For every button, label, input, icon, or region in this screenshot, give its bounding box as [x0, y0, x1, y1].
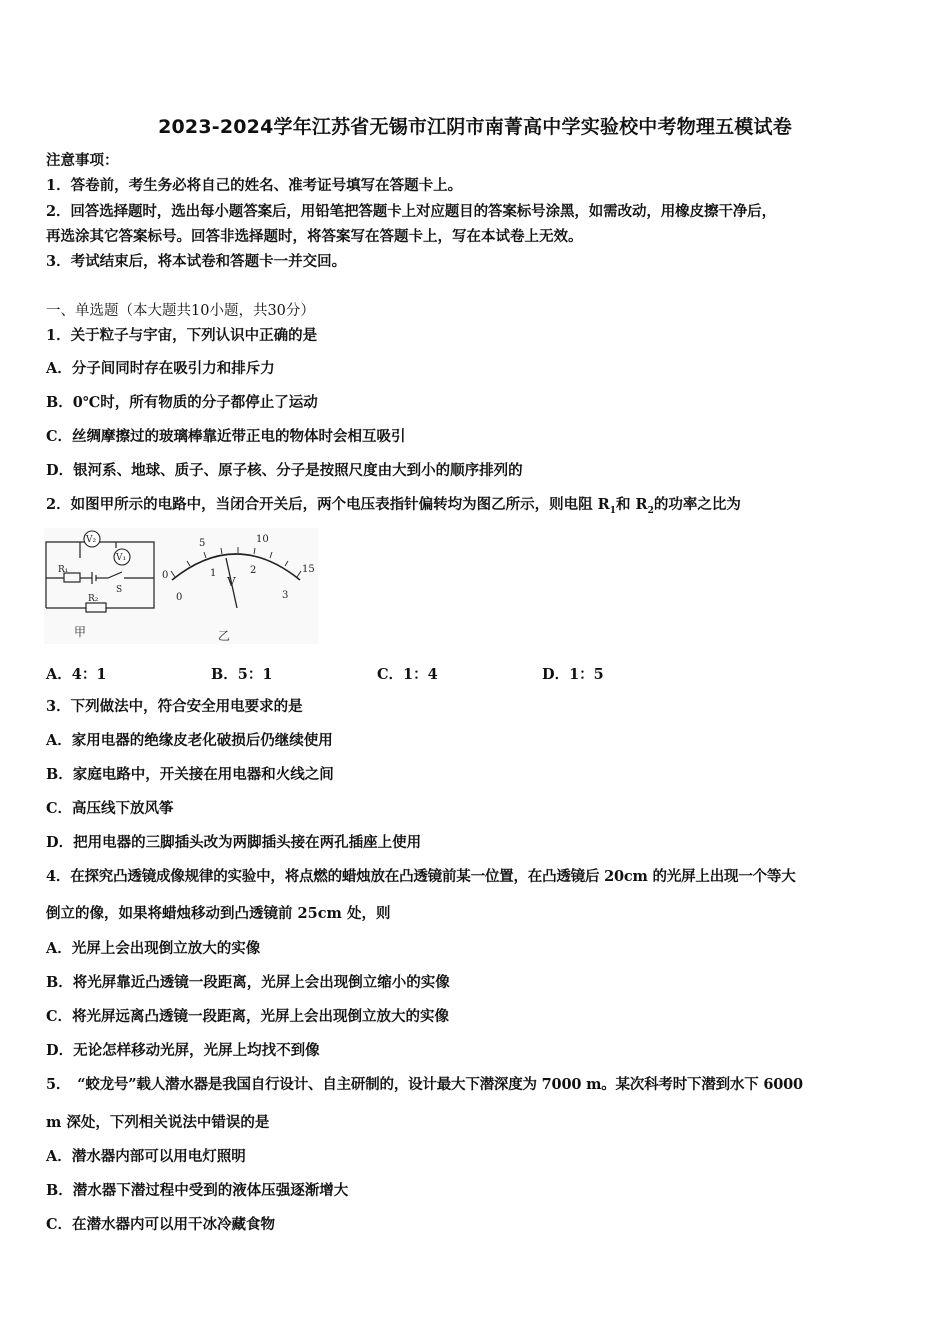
- q2-stem: [46, 495, 741, 521]
- q5-stem-line-2: m 深处，下列相关说法中错误的是: [46, 1114, 270, 1131]
- fig-jia-label: 甲: [74, 625, 87, 639]
- q5-option-b: B．潜水器下潜过程中受到的液体压强逐渐增大: [46, 1182, 349, 1199]
- fig-r1-label: R₁: [58, 565, 69, 575]
- fig-inner-tick-1: 1: [210, 568, 217, 579]
- q1-option-b: B．0℃时，所有物质的分子都停止了运动: [46, 394, 318, 411]
- fig-s-label: S: [116, 585, 123, 595]
- fig-outer-tick-0: 0: [162, 570, 169, 581]
- fig-yi-label: 乙: [218, 629, 231, 643]
- q4-option-d: D．无论怎样移动光屏，光屏上均找不到像: [46, 1042, 320, 1059]
- notice-heading: 注意事项：: [46, 152, 119, 169]
- q3-option-d: D．把用电器的三脚插头改为两脚插头接在两孔插座上使用: [46, 834, 422, 851]
- fig-inner-tick-2: 2: [250, 565, 257, 576]
- q1-stem: 1．关于粒子与宇宙，下列认识中正确的是: [46, 327, 318, 344]
- q2-stem-pre: 2．如图甲所示的电路中，当闭合开关后，两个电压表指针偏转均为图乙所示，则电阻 R: [46, 496, 610, 513]
- fig-outer-tick-10: 10: [256, 534, 269, 545]
- q3-stem: 3．下列做法中，符合安全用电要求的是: [46, 698, 303, 715]
- q2-option-a: A．4：1: [46, 666, 107, 683]
- fig-v2-label: V₂: [86, 535, 97, 545]
- notice-item-2-cont: 再选涂其它答案标号。回答非选择题时，将答案写在答题卡上，写在本试卷上无效。: [46, 228, 583, 245]
- q3-option-b: B．家庭电路中，开关接在用电器和火线之间: [46, 766, 334, 783]
- q5-option-a: A．潜水器内部可以用电灯照明: [46, 1148, 246, 1165]
- fig-r2-label: R₂: [88, 594, 99, 604]
- q4-stem-line-2: 倒立的像，如果将蜡烛移动到凸透镜前 25cm 处，则: [46, 905, 391, 922]
- q5-option-c: C．在潜水器内可以用干冰冷藏食物: [46, 1216, 276, 1233]
- q3-option-c: C．高压线下放风筝: [46, 800, 174, 817]
- fig-meter-unit: V: [227, 575, 236, 589]
- q4-option-a: A．光屏上会出现倒立放大的实像: [46, 940, 261, 957]
- fig-outer-tick-15: 15: [302, 564, 315, 575]
- fig-inner-tick-0: 0: [176, 592, 183, 603]
- exam-title: 2023-2024学年江苏省无锡市江阴市南菁高中学实验校中考物理五模试卷: [158, 116, 792, 138]
- fig-outer-tick-5: 5: [199, 538, 206, 549]
- q2-figure: [44, 528, 318, 644]
- notice-item-3: 3．考试结束后，将本试卷和答题卡一并交回。: [46, 253, 347, 270]
- q2-stem-post: 的功率之比为: [653, 496, 741, 513]
- q3-option-a: A．家用电器的绝缘皮老化破损后仍继续使用: [46, 732, 333, 749]
- q2-option-b: B．5：1: [211, 666, 273, 683]
- q2-option-d: D．1：5: [542, 666, 604, 683]
- fig-v1-label: V₁: [116, 553, 127, 563]
- q2-option-c: C．1：4: [377, 666, 438, 683]
- q1-option-a: A．分子间同时存在吸引力和排斥力: [46, 360, 275, 377]
- notice-item-2: 2．回答选择题时，选出每小题答案后，用铅笔把答题卡上对应题目的答案标号涂黑，如需改动，用橡皮擦干净后，: [46, 203, 776, 220]
- q1-option-c: C．丝绸摩擦过的玻璃棒靠近带正电的物体时会相互吸引: [46, 428, 406, 445]
- fig-inner-tick-3: 3: [282, 590, 289, 601]
- q5-stem-line-1: 5． “蛟龙号”载人潜水器是我国自行设计、自主研制的，设计最大下潜深度为 7000 m。某次科考时下潜到水下 6000: [46, 1076, 803, 1093]
- q2-sub-1: 1: [609, 505, 616, 516]
- q2-stem-mid: 和 R: [615, 496, 648, 513]
- notice-item-1: 1．答卷前，考生务必将自己的姓名、准考证号填写在答题卡上。: [46, 177, 463, 194]
- section-heading: 一、单选题（本大题共10小题，共30分）: [46, 303, 315, 319]
- q4-option-c: C．将光屏远离凸透镜一段距离，光屏上会出现倒立放大的实像: [46, 1008, 450, 1025]
- q1-option-d: D．银河系、地球、质子、原子核、分子是按照尺度由大到小的顺序排列的: [46, 462, 523, 479]
- q2-sub-2: 2: [647, 505, 654, 516]
- q4-option-b: B．将光屏靠近凸透镜一段距离，光屏上会出现倒立缩小的实像: [46, 974, 450, 991]
- q4-stem-line-1: 4．在探究凸透镜成像规律的实验中，将点燃的蜡烛放在凸透镜前某一位置，在凸透镜后 20cm 的光屏上出现一个等大: [46, 868, 796, 885]
